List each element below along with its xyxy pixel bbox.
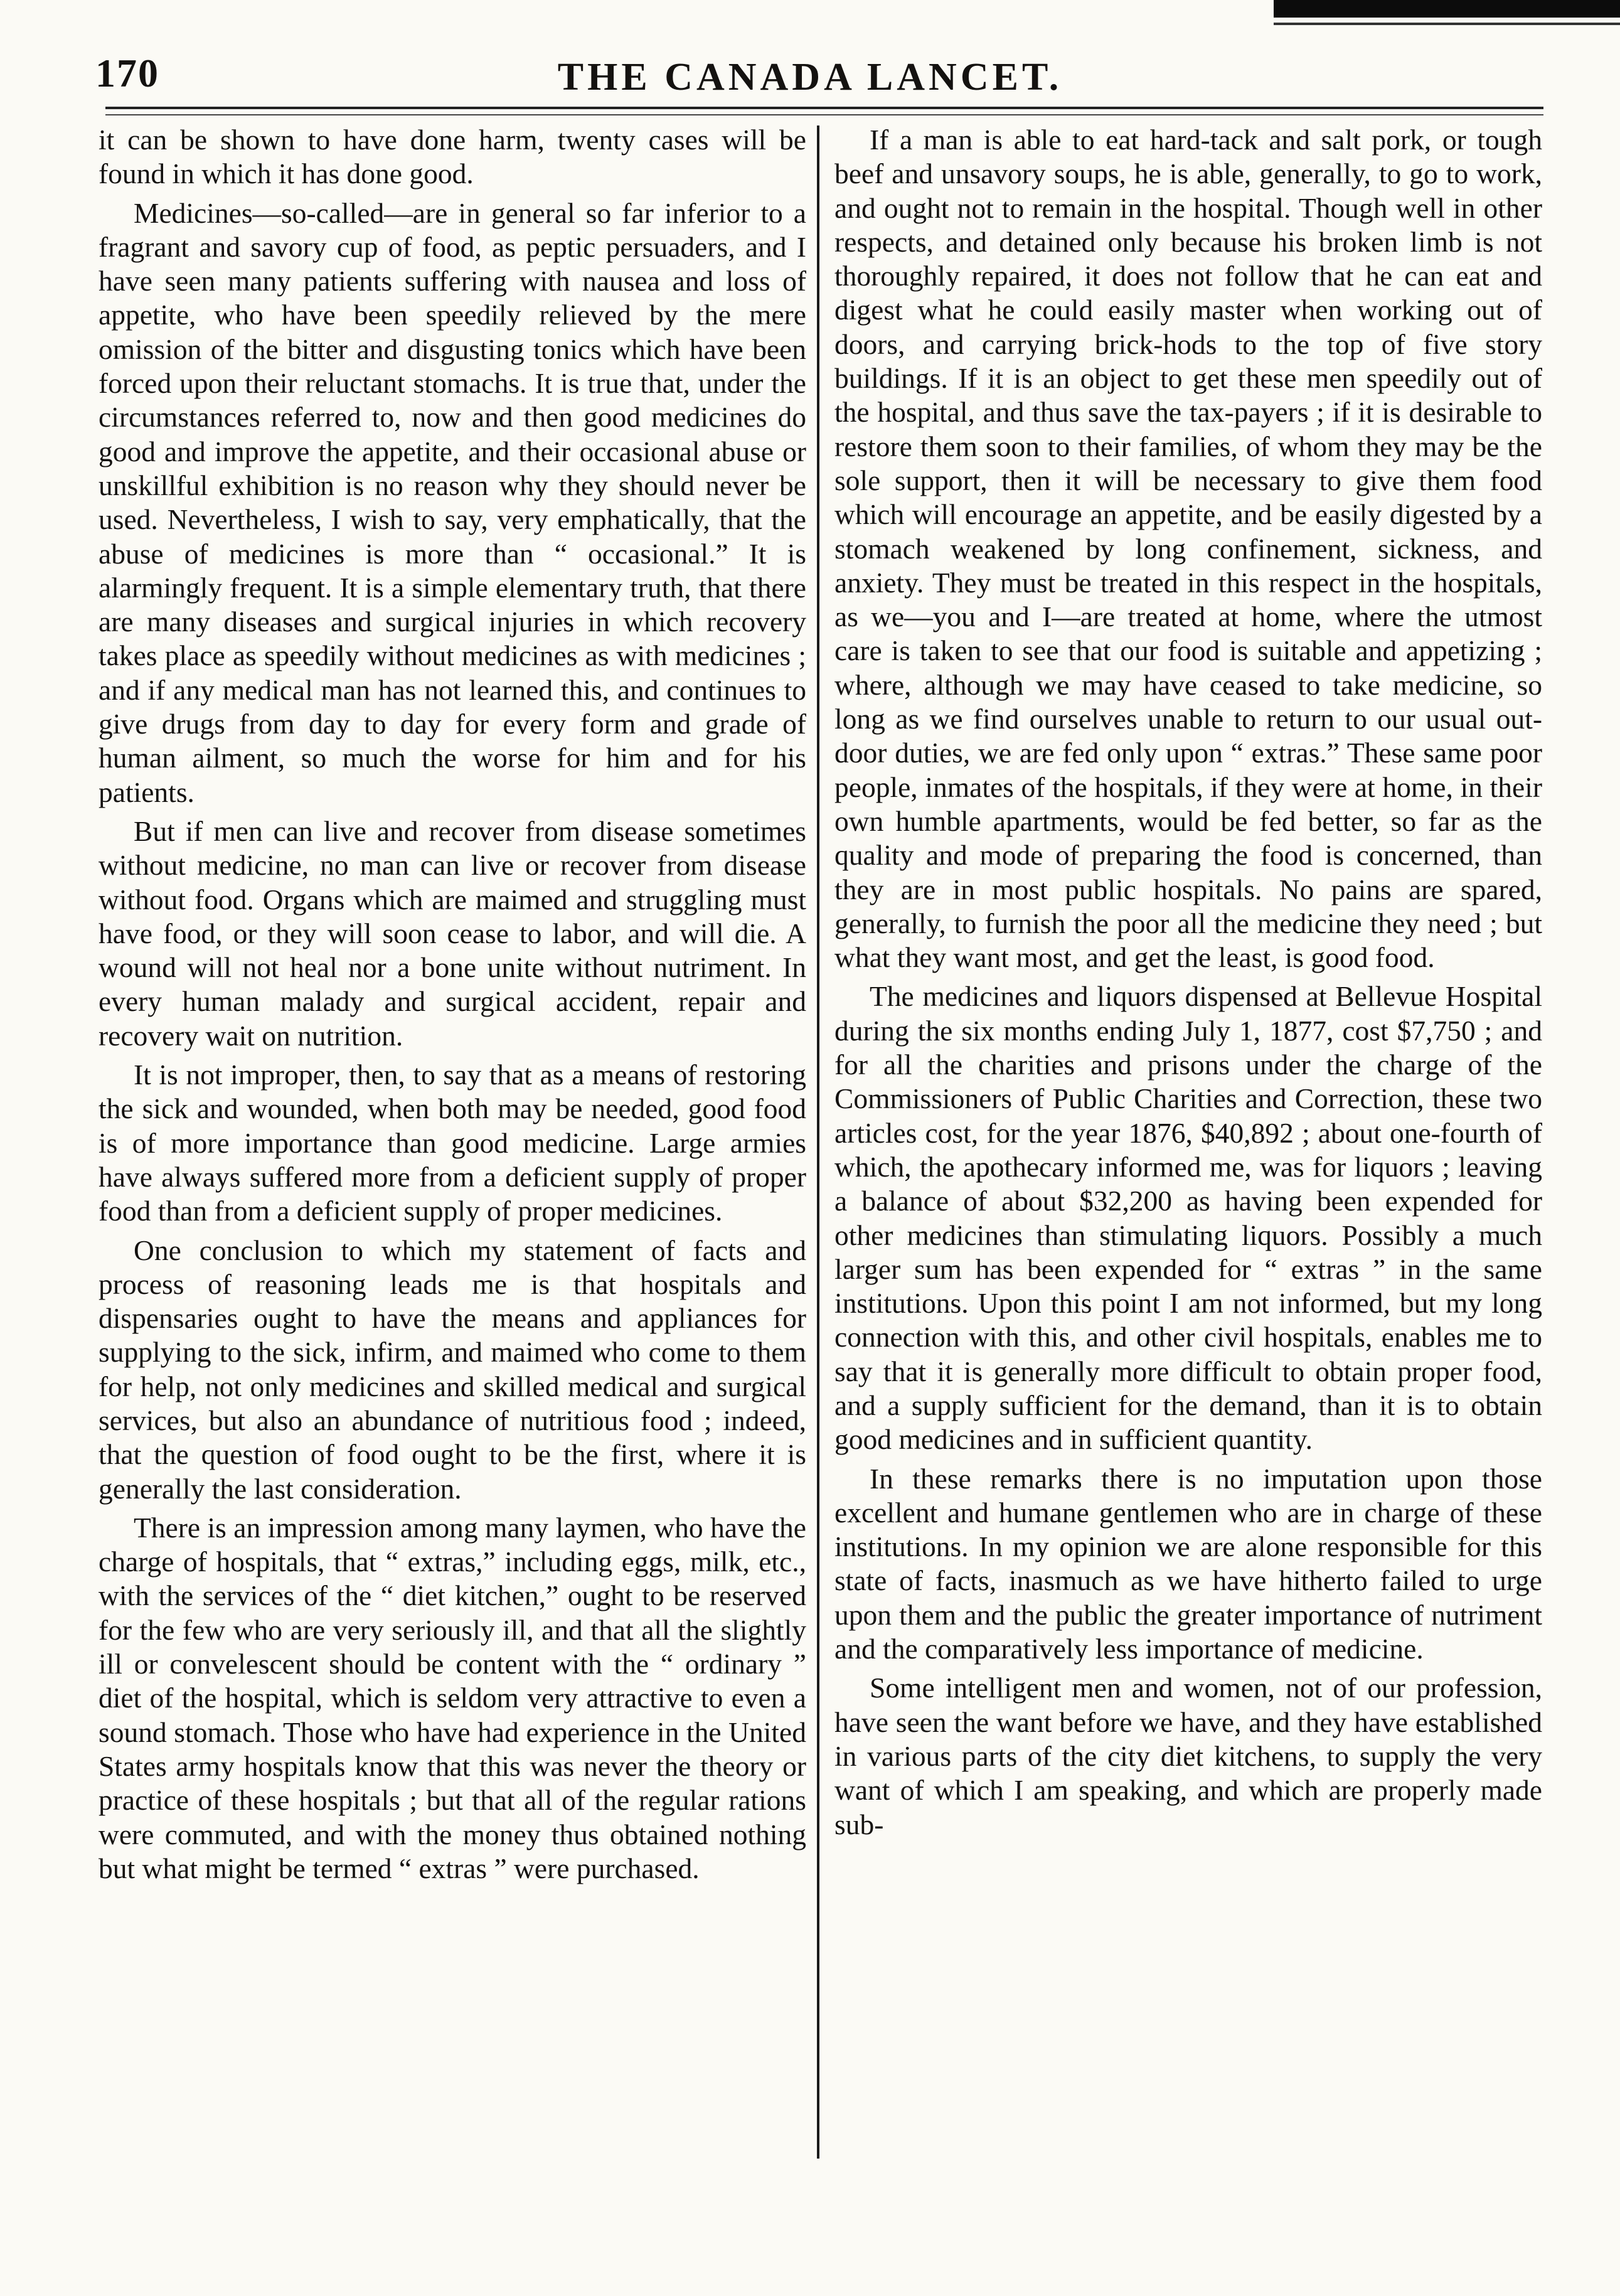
paragraph: There is an impression among many laymen, who have the charge of hospitals, that “ extras,” including eggs, milk, etc., with the services of the “ diet kitchen,” ought to be reserved for the few who are very seriously ill, and that all the slightly ill or convelescent should be content with the “ ordinary ” diet of the hospital, which is seldom very attractive to even a sound stomach. Those who have had experience in the United States army hospitals know that this was never the theory or practice of these hospitals ; but that all of the regular rations were commuted, and with the money thus obtained nothing but what might be termed “ extras ” were purchased. bbox=[99, 1511, 806, 1884]
scan-edge-mark bbox=[1274, 0, 1620, 18]
page-number: 170 bbox=[95, 51, 159, 95]
header-rule bbox=[105, 107, 1543, 109]
paragraph: In these remarks there is no imputation upon those excellent and humane gentlemen who are in charge of these institutions. In my opinion we are alone responsible for this state of facts, inasmuch as we have hitherto failed to urge upon them and the public the greater importance of nutriment and the comparatively less importance of medicine. bbox=[834, 1462, 1542, 1665]
left-column bbox=[99, 123, 806, 2175]
header-rule-thin bbox=[105, 114, 1543, 115]
right-column bbox=[834, 123, 1542, 2175]
paragraph: But if men can live and recover from disease sometimes without medicine, no man can live or recover from disease without food. Organs which are maimed and struggling must have food, or they will soon cease to labor, and will die. A wound will not heal nor a bone unite without nutriment. In every human malady and surgical accident, repair and recovery wait on nutrition. bbox=[99, 814, 806, 1052]
paragraph: Some intelligent men and women, not of our profession, have seen the want before we have, and they have established in various parts of the city diet kitchens, to supply the very want of which I am speaking, and which are properly made sub- bbox=[834, 1672, 1542, 1840]
paragraph: It is not improper, then, to say that as a means of restoring the sick and wounded, when both may be needed, good food is of more importance than good medicine. Large armies have always suffered more from a deficient supply of proper food than from a deficient supply of proper medicines. bbox=[99, 1059, 806, 1227]
paragraph: One conclusion to which my statement of facts and process of reasoning leads me is that hospitals and dispensaries ought to have the means and appliances for supplying to the sick, infirm, and maimed who come to them for help, not only medicines and skilled medical and surgical services, but also an abundance of nutritious food ; indeed, that the question of food ought to be the first, where it is generally the last consideration. bbox=[99, 1234, 806, 1505]
paragraph: If a man is able to eat hard-tack and salt pork, or tough beef and unsavory soups, he is able, generally, to go to work, and ought not to remain in the hospital. Though well in other respects, and detained only because his broken limb is not thoroughly repaired, it does not follow that he can eat and digest what he could easily master when working out of doors, and carrying brick-hods to the top of five story buildings. If it is an object to get these men speedily out of the hospital, and thus save the tax-payers ; if it is desirable to restore them soon to their families, of whom they may be the sole support, then it will be necessary to give them food which will encourage an appetite, and be easily digested by a stomach weakened by long confinement, sickness, and anxiety. They must be treated in this respect in the hospitals, as we—you and I—are treated at home, where the utmost care is taken to see that our food is suitable and appetizing ; where, although we may have ceased to take medicine, so long as we find ourselves unable to return to our usual out-door duties, we are fed only upon “ extras.” These same poor people, inmates of the hospitals, if they were at home, in their own humble apartments, would be fed better, so far as the quality and mode of preparing the food is concerned, than they are in most public hospitals. No pains are spared, generally, to furnish the poor all the medicine they need ; but what they want most, and get the least, is good food. bbox=[834, 124, 1542, 974]
paragraph: it can be shown to have done harm, twenty cases will be found in which it has done good. bbox=[99, 124, 806, 190]
column-divider bbox=[817, 125, 819, 2159]
paragraph: The medicines and liquors dispensed at Bellevue Hospital during the six months ending July 1, 1877, cost $7,750 ; and for all the charities and prisons under the charge of the Commissioners of Public Charities and Correction, these two articles cost, for the year 1876, $40,892 ; about one-fourth of which, the apothecary informed me, was for liquors ; leaving a balance of about $32,200 as having been expended for other medicines than stimulating liquors. Possibly a much larger sum has been expended for “ extras ” in the same institutions. Upon this point I am not informed, but my long connection with this, and other civil hospitals, enables me to say that it is generally more difficult to obtain proper food, and a supply sufficient for the demand, than it is to obtain good medicines and in sufficient quantity. bbox=[834, 980, 1542, 1456]
paragraph: Medicines—so-called—are in general so far inferior to a fragrant and savory cup of food, as peptic persuaders, and I have seen many patients suffering with nausea and loss of appetite, who have been speedily relieved by the mere omission of the bitter and disgusting tonics which have been forced upon their reluctant stomachs. It is true that, under the circumstances referred to, now and then good medicines do good and improve the appetite, and their occasional abuse or unskillful exhibition is no reason why they should never be used. Nevertheless, I wish to say, very emphatically, that the abuse of medicines is more than “ occasional.” It is alarmingly frequent. It is a simple elementary truth, that there are many diseases and surgical injuries in which recovery takes place as speedily without medicines as with medicines ; and if any medical man has not learned this, and continues to give drugs from day to day for every form and grade of human ailment, so much the worse for him and for his patients. bbox=[99, 196, 806, 808]
journal-title: THE CANADA LANCET. bbox=[557, 56, 1063, 99]
